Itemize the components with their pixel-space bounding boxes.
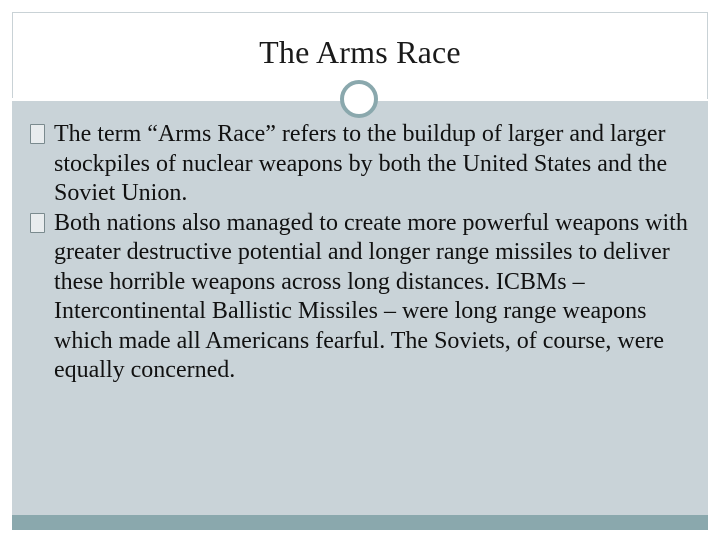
missing-glyph-box-icon [30, 124, 45, 144]
bullet-text: The term “Arms Race” refers to the buildup of larger and larger stockpiles of nuclear weapons by both the United States and the Soviet Union. [54, 121, 668, 206]
bullet-item [30, 120, 690, 209]
ring-icon [340, 80, 378, 118]
title-divider [12, 98, 342, 100]
bullet-item [30, 209, 690, 386]
slide-title: The Arms Race [259, 34, 461, 70]
bullet-text: Both nations also managed to create more powerful weapons with greater destructive potential and longer range missiles to deliver these horrible weapons across long distances. ICBMs – Intercontinental Ballistic Missiles – were long range weapons which made all Americans fearful. The Soviets, of course, were equally concerned. [54, 209, 688, 383]
missing-glyph-box-icon [30, 213, 45, 233]
bullet-list [30, 120, 690, 386]
footer-bar [12, 515, 708, 530]
